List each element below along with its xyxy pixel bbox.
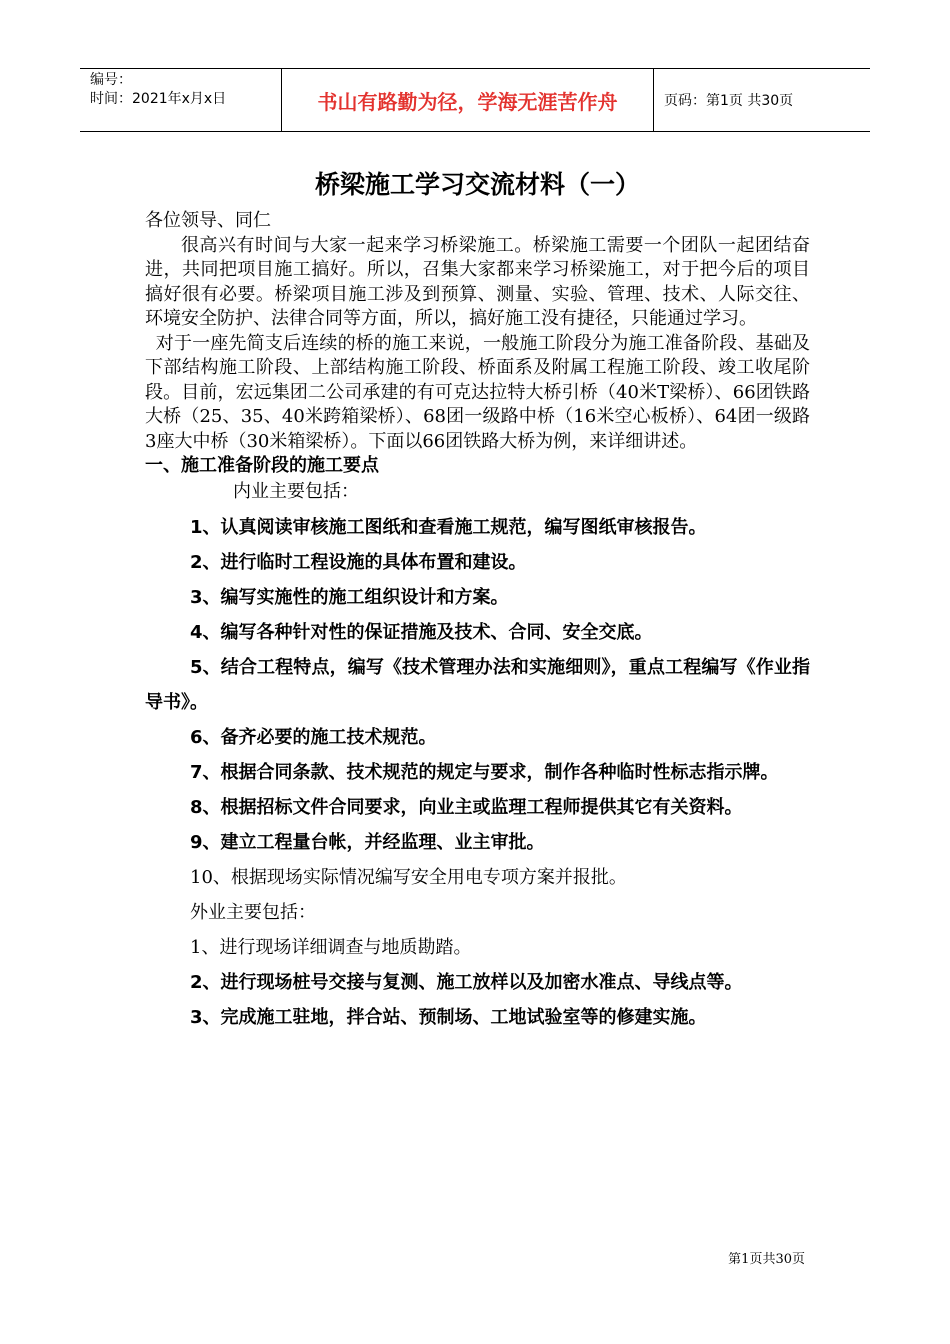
list-item: 1、进行现场详细调查与地质勘踏。: [190, 937, 472, 958]
list-item: 7、根据合同条款、技术规范的规定与要求，制作各种临时性标志指示牌。: [190, 762, 779, 783]
list-item: 3、编写实施性的施工组织设计和方案。: [190, 587, 509, 608]
list-item: 3、完成施工驻地，拌合站、预制场、工地试验室等的修建实施。: [190, 1007, 707, 1028]
doc-time-label: 时间：2021年x月x日: [90, 91, 227, 107]
page-header: [80, 68, 870, 132]
list-item: 2、进行临时工程设施的具体布置和建设。: [190, 552, 527, 573]
list-item: 1、认真阅读审核施工图纸和查看施工规范，编写图纸审核报告。: [190, 517, 707, 538]
inner-heading: 内业主要包括：: [233, 481, 359, 502]
outer-heading: 外业主要包括：: [190, 902, 316, 923]
header-page-label: 页码：第1页 共30页: [664, 93, 794, 109]
stages-paragraph: 对于一座先简支后连续的桥的施工来说，一般施工阶段分为施工准备阶段、基础及下部结构施工阶段、上部结构施工阶段、桥面系及附属工程施工阶段、竣工收尾阶段。目前，宏远集团二公司承建的有可克达拉特大桥引桥（40米T梁桥）、66团铁路大桥（25、35、40米跨箱梁桥）、68团一级路中桥（16米空心板桥）、64团一级路3座大中桥（30米箱梁桥）。下面以66团铁路大桥为例，来详细讲述。: [145, 332, 810, 452]
list-item: 2、进行现场桩号交接与复测、施工放样以及加密水准点、导线点等。: [190, 972, 743, 993]
header-motto: 书山有路勤为径，学海无涯苦作舟: [282, 69, 654, 131]
list-item: 8、根据招标文件合同要求，向业主或监理工程师提供其它有关资料。: [190, 797, 743, 818]
section-heading: 一、施工准备阶段的施工要点: [145, 455, 379, 476]
document-body: [145, 165, 810, 1035]
list-item: 6、备齐必要的施工技术规范。: [190, 727, 437, 748]
list-item: 9、建立工程量台帐，并经监理、业主审批。: [190, 832, 545, 853]
intro-paragraph: 很高兴有时间与大家一起来学习桥梁施工。桥梁施工需要一个团队一起团结奋进，共同把项目施工搞好。所以，召集大家都来学习桥梁施工，对于把今后的项目搞好很有必要。桥梁项目施工涉及到预算、测量、实验、管理、技术、人际交往、环境安全防护、法律合同等方面，所以，搞好施工没有捷径，只能通过学习。: [145, 234, 810, 329]
header-meta: [80, 69, 282, 131]
greeting: 各位领导、同仁: [145, 210, 271, 231]
doc-title: 桥梁施工学习交流材料（一）: [314, 170, 640, 199]
page-footer: 第1页共30页: [728, 1252, 805, 1267]
list-item: 4、编写各种针对性的保证措施及技术、合同、安全交底。: [190, 622, 653, 643]
doc-number-label: 编号：: [90, 72, 132, 88]
list-item: 5、结合工程特点，编写《技术管理办法和实施细则》，重点工程编写《作业指导书》。: [145, 657, 810, 713]
list-item: 10、根据现场实际情况编写安全用电专项方案并报批。: [190, 867, 627, 888]
